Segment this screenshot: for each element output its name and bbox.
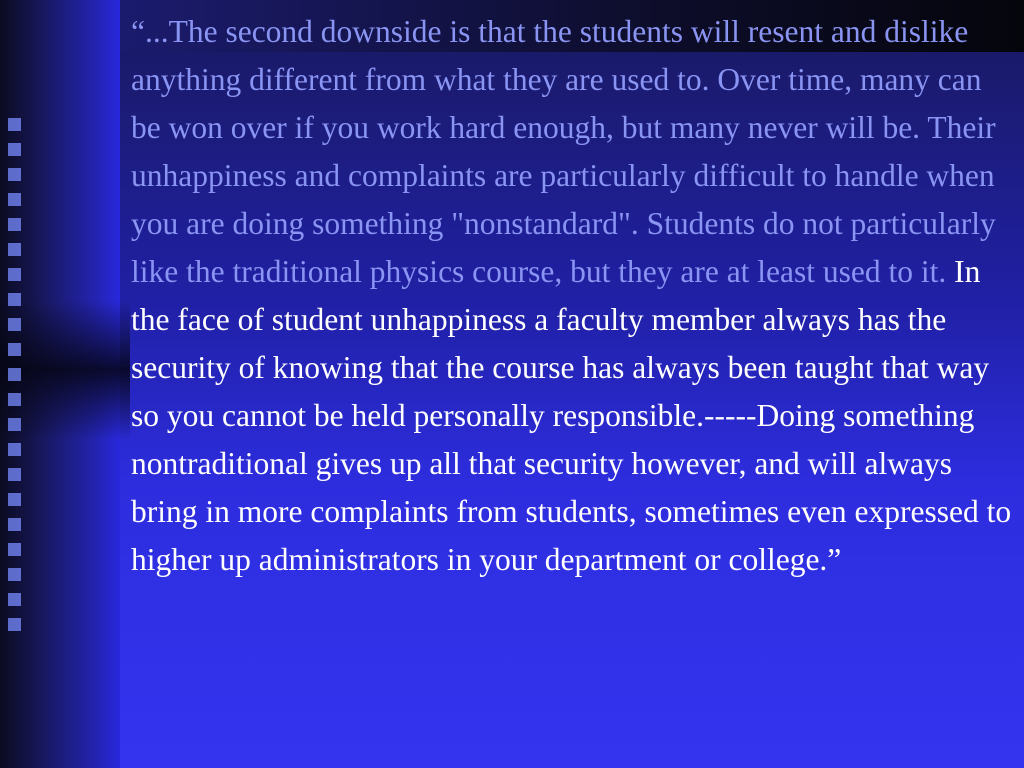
square-bullet-icon <box>8 293 21 306</box>
square-bullet-icon <box>8 143 21 156</box>
square-bullet-icon <box>8 118 21 131</box>
quote-dim-text: “...The second downside is that the students will resent and dislike anything different from what they are used to. Over time, many can be won over if you work hard enough, but many never will be. Their unhappiness and complaints are particularly difficult to handle when you are doing something "nonstandard". Students do not particularly like the traditional physics course, but they are at least used to it. <box>131 14 996 289</box>
square-bullet-icon <box>8 518 21 531</box>
square-bullet-icon <box>8 543 21 556</box>
square-bullet-icon <box>8 193 21 206</box>
square-bullet-icon <box>8 618 21 631</box>
square-bullet-icon <box>8 218 21 231</box>
square-bullet-icon <box>8 443 21 456</box>
square-bullet-icon <box>8 368 21 381</box>
square-bullet-icon <box>8 468 21 481</box>
square-bullet-icon <box>8 168 21 181</box>
quote-paragraph <box>131 8 1017 584</box>
square-bullet-icon <box>8 343 21 356</box>
square-bullet-icon <box>8 593 21 606</box>
square-bullet-icon <box>8 243 21 256</box>
quote-bright-text: In the face of student unhappiness a faculty member always has the security of knowing that the course has always been taught that way so you cannot be held personally responsible.-----Doing something nontraditional gives up all that security however, and will always bring in more complaints from students, sometimes even expressed to higher up administrators in your department or college.” <box>131 254 1012 577</box>
square-bullet-icon <box>8 493 21 506</box>
square-bullet-icon <box>8 418 21 431</box>
square-bullet-icon <box>8 568 21 581</box>
decorative-squares <box>8 118 32 643</box>
square-bullet-icon <box>8 393 21 406</box>
square-bullet-icon <box>8 318 21 331</box>
square-bullet-icon <box>8 268 21 281</box>
